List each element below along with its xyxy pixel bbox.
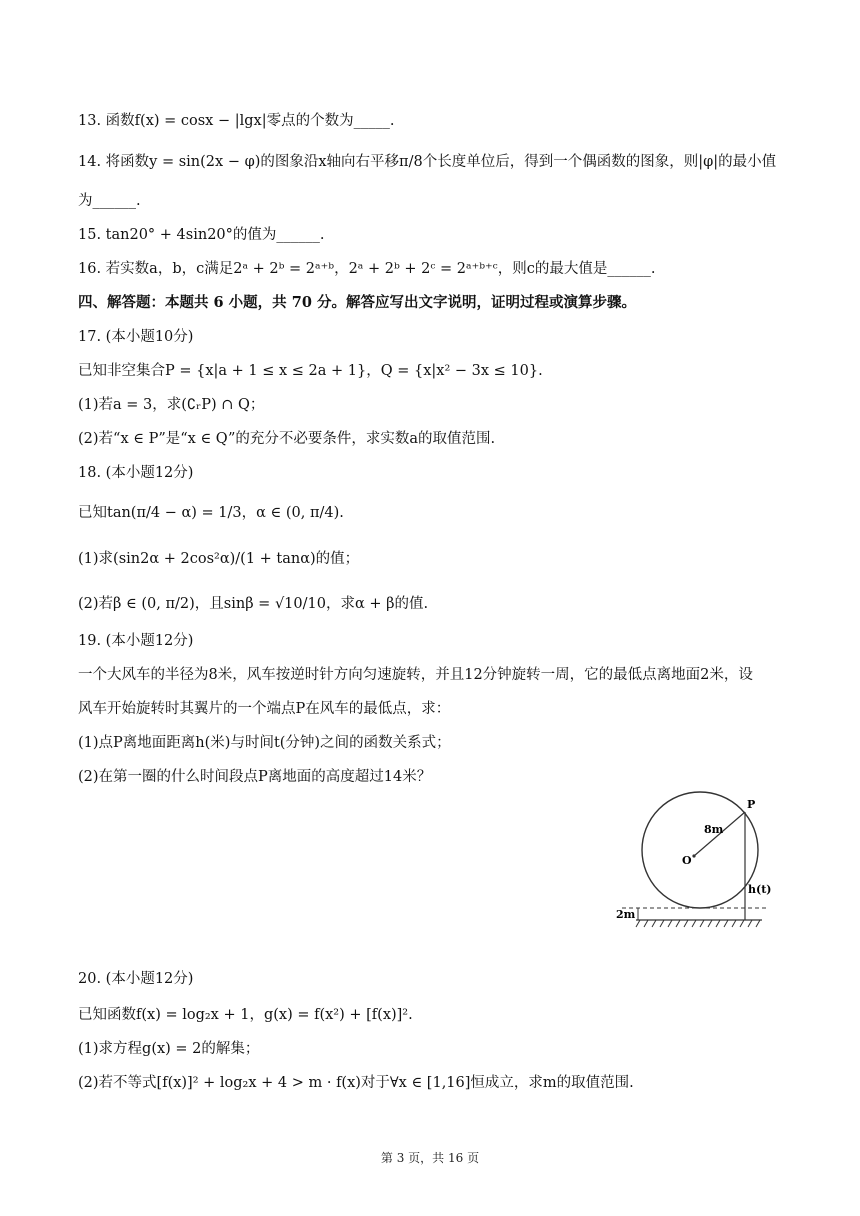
question-19-stem-line-1: 一个大风车的半径为8米，风车按逆时针方向匀速旋转，并且12分钟旋转一周，它的最低点离地面2米，设 (78, 667, 753, 683)
question-18-part-2: (2)若β ∈ (0, π/2)，且sinβ = √10/10，求α + β的值. (78, 596, 429, 612)
question-14-line-1: 14. 将函数y = sin(2x − φ)的图象沿x轴向右平移π/8个长度单位后，得到一个偶函数的图象，则|φ|的最小值 (78, 154, 777, 170)
question-20-part-1: (1)求方程g(x) = 2的解集； (78, 1041, 260, 1057)
question-19-stem-line-2: 风车开始旋转时其翼片的一个端点P在风车的最低点，求： (78, 701, 451, 717)
center-label: O (682, 854, 692, 867)
ground-hatching (636, 920, 760, 927)
windmill-circle (642, 792, 758, 908)
question-18-part-1: (1)求(sin2α + 2cos²α)/(1 + tanα)的值； (78, 551, 360, 567)
radius-label: 8m (704, 823, 724, 836)
height-label: h(t) (748, 883, 772, 896)
question-20-part-2: (2)若不等式[f(x)]² + log₂x + 4 > m · f(x)对于∀x ∈ [1,16]恒成立，求m的取值范围. (78, 1075, 634, 1091)
question-18-stem: 已知tan(π/4 − α) = 1/3，α ∈ (0, π/4). (78, 505, 344, 521)
question-17-stem: 已知非空集合P = {x|a + 1 ≤ x ≤ 2a + 1}，Q = {x|x² − 3x ≤ 10}. (78, 363, 543, 379)
question-19-header: 19. (本小题12分) (78, 633, 194, 649)
question-15: 15. tan20° + 4sin20°的值为______. (78, 227, 325, 243)
question-18-header: 18. (本小题12分) (78, 465, 194, 481)
question-20-stem: 已知函数f(x) = log₂x + 1，g(x) = f(x²) + [f(x)]². (78, 1007, 413, 1023)
question-17-header: 17. (本小题10分) (78, 329, 194, 345)
question-14-line-2: 为______. (78, 193, 141, 209)
ground-height-label: 2m (616, 908, 636, 921)
question-13: 13. 函数f(x) = cosx − |lgx|零点的个数为_____. (78, 113, 395, 129)
question-20-header: 20. (本小题12分) (78, 971, 194, 987)
question-19-part-1: (1)点P离地面距离h(米)与时间t(分钟)之间的函数关系式； (78, 735, 451, 751)
windmill-figure (612, 790, 772, 940)
question-17-part-1: (1)若a = 3，求(∁ᵣP) ∩ Q； (78, 397, 265, 413)
question-19-part-2: (2)在第一圈的什么时间段点P离地面的高度超过14米？ (78, 769, 432, 785)
question-17-part-2: (2)若“x ∈ P”是“x ∈ Q”的充分不必要条件，求实数a的取值范围. (78, 431, 496, 447)
question-16: 16. 若实数a，b，c满足2ᵃ + 2ᵇ = 2ᵃ⁺ᵇ，2ᵃ + 2ᵇ + 2ᶜ = 2ᵃ⁺ᵇ⁺ᶜ，则c的最大值是______. (78, 261, 656, 277)
center-point (692, 854, 695, 857)
page-footer: 第 3 页，共 16 页 (380, 1151, 480, 1165)
windmill-diagram (612, 790, 772, 940)
point-p-label: P (747, 798, 756, 811)
section-4-heading: 四、解答题：本题共 6 小题，共 70 分。解答应写出文字说明，证明过程或演算步骤。 (78, 294, 636, 311)
